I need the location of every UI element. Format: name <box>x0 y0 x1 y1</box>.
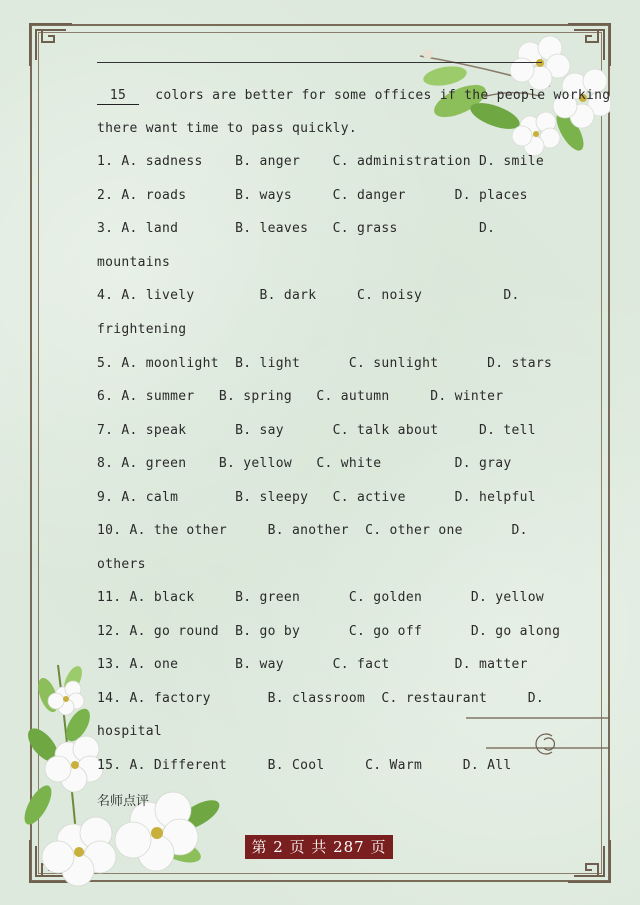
intro-text-2: there want time to pass quickly. <box>97 121 358 136</box>
question-line: 13. A. one B. way C. fact D. matter <box>97 657 528 672</box>
question-line: frightening <box>97 322 187 337</box>
decorative-lines-icon <box>466 716 610 756</box>
question-line: 8. A. green B. yellow C. white D. gray <box>97 456 512 471</box>
corner-ornament-icon <box>26 20 76 70</box>
question-line: 7. A. speak B. say C. talk about D. tell <box>97 423 536 438</box>
question-line: 15. A. Different B. Cool C. Warm D. All <box>97 758 512 773</box>
top-divider <box>97 62 542 63</box>
teacher-comment-label: 名师点评 <box>97 794 150 809</box>
question-line: others <box>97 557 146 572</box>
intro-line-1 <box>97 88 610 105</box>
intro-text-1: colors are better for some offices if the people working <box>155 88 611 103</box>
question-line: 3. A. land B. leaves C. grass D. <box>97 221 496 236</box>
question-line: hospital <box>97 724 163 739</box>
answer-blank: 15 <box>97 88 139 105</box>
question-line: 2. A. roads B. ways C. danger D. places <box>97 188 528 203</box>
question-line: mountains <box>97 255 171 270</box>
question-line: 14. A. factory B. classroom C. restaurant D. <box>97 691 544 706</box>
question-line: 5. A. moonlight B. light C. sunlight D. stars <box>97 356 553 371</box>
question-line: 9. A. calm B. sleepy C. active D. helpful <box>97 490 536 505</box>
question-line: 1. A. sadness B. anger C. administration D. smile <box>97 154 544 169</box>
page-number-badge: 第 2 页 共 287 页 <box>245 835 393 859</box>
question-line: 12. A. go round B. go by C. go off D. go along <box>97 624 561 639</box>
question-line: 6. A. summer B. spring C. autumn D. winter <box>97 389 504 404</box>
question-line: 4. A. lively B. dark C. noisy D. <box>97 288 520 303</box>
question-line: 11. A. black B. green C. golden D. yellow <box>97 590 544 605</box>
question-line: 10. A. the other B. another C. other one D. <box>97 523 528 538</box>
corner-ornament-icon <box>564 836 614 886</box>
